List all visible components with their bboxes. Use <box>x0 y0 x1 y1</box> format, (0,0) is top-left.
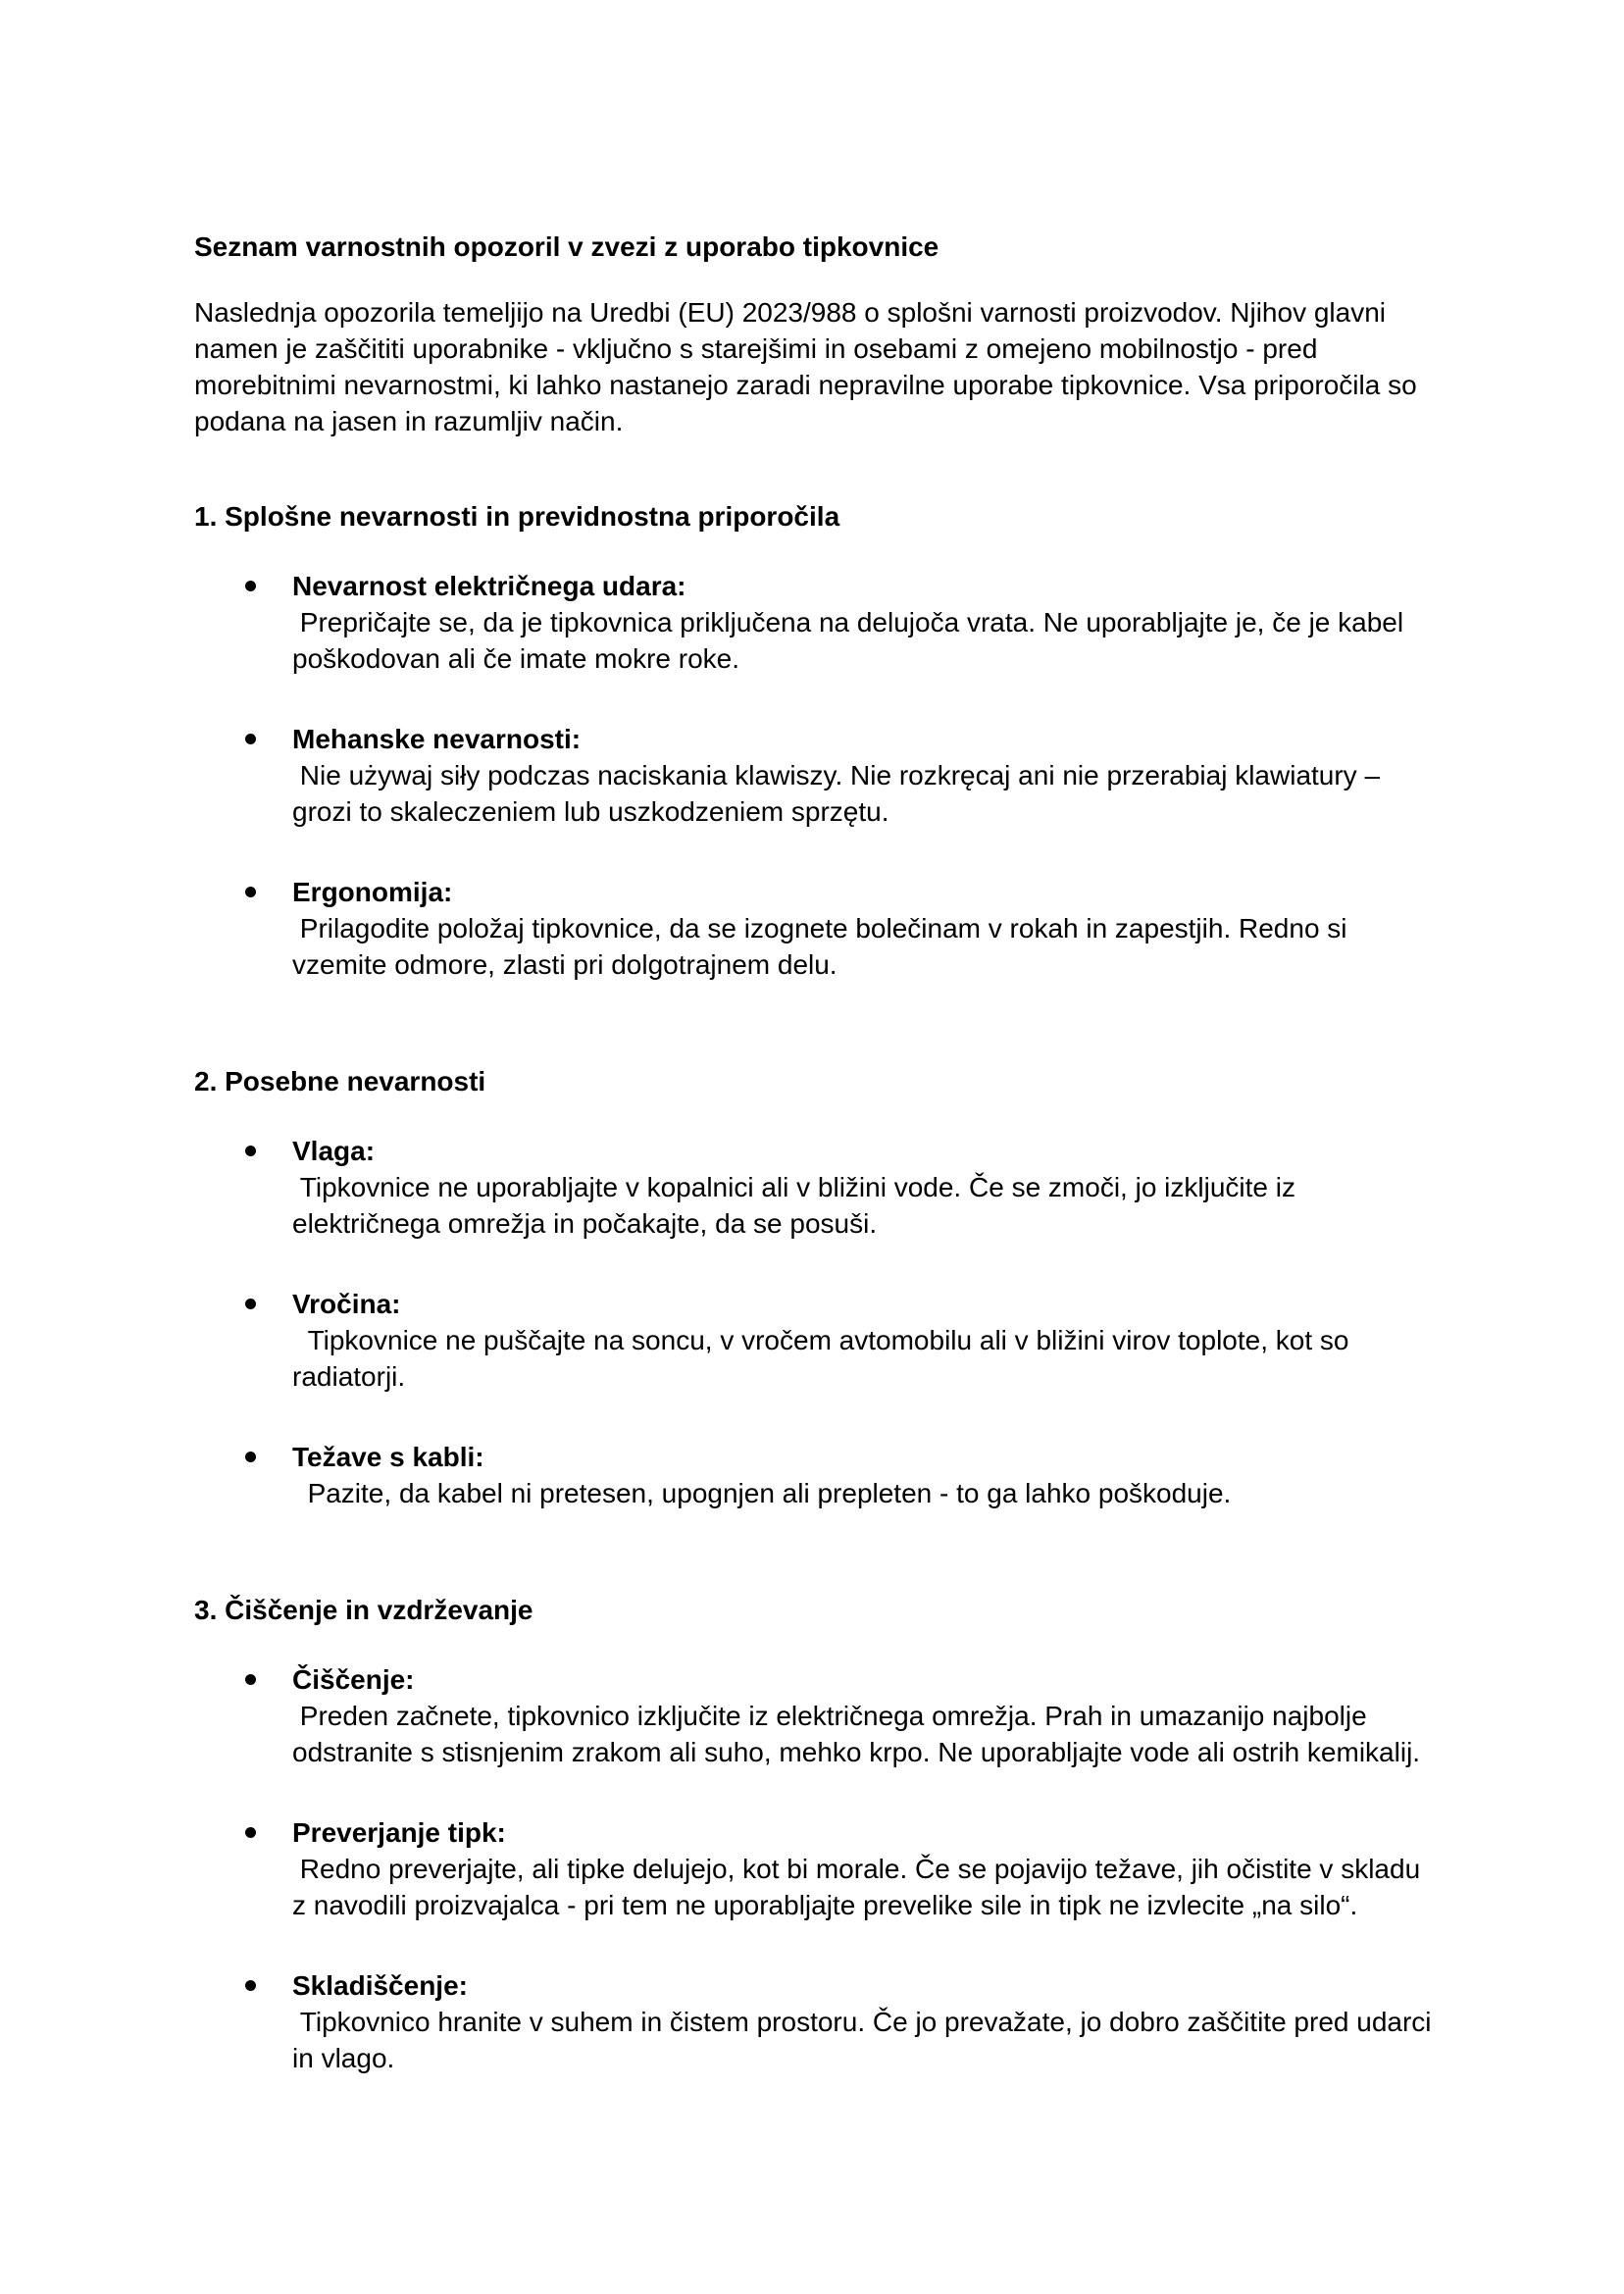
section-special-hazards <box>194 1063 1432 1511</box>
section-heading: 1. Splošne nevarnosti in previdnostna priporočila <box>194 501 840 532</box>
bullet-icon <box>245 1674 256 1685</box>
bullet-icon <box>245 1980 256 1991</box>
list-item <box>194 1814 1432 1923</box>
list-item-label: Nevarnost električnega udara: <box>292 571 686 601</box>
list-item <box>194 1967 1440 2076</box>
bullet-icon <box>245 1827 256 1838</box>
list-item-text: Tipkovnico hranite v suhem in čistem prostoru. Če jo prevažate, jo dobro zaščitite pred udarci in vlago. <box>292 2007 1440 2073</box>
bullet-icon <box>245 734 256 744</box>
list-item-text: Preden začnete, tipkovnico izključite iz električnega omrežja. Prah in umazanijo najbolje odstranite s stisnjenim zrakom ali suho, mehko krpo. Ne uporabljajte vode ali ostrih kemikalij. <box>292 1701 1421 1767</box>
list-item <box>194 1661 1432 1770</box>
warning-list <box>194 1133 1432 1511</box>
list-item <box>194 721 1432 830</box>
list-item-label: Težave s kabli: <box>292 1442 484 1472</box>
list-item <box>194 874 1432 983</box>
list-item-label: Skladiščenje: <box>292 1970 468 2001</box>
bullet-icon <box>245 1299 256 1309</box>
section-general-hazards <box>194 498 1432 983</box>
list-item <box>194 1133 1432 1242</box>
list-item-label: Mehanske nevarnosti: <box>292 724 582 754</box>
bullet-icon <box>245 1452 256 1462</box>
list-item-text: Prilagodite položaj tipkovnice, da se izognete bolečinam v rokah in zapestjih. Redno si vzemite odmore, zlasti pri dolgotrajnem delu. <box>292 913 1355 980</box>
list-item-text: Nie używaj siły podczas naciskania klawiszy. Nie rozkręcaj ani nie przerabiaj klawiatury – grozi to skaleczeniem lub uszkodzeniem sprzętu. <box>292 760 1388 827</box>
list-item-text: Pazite, da kabel ni pretesen, upognjen ali prepleten - to ga lahko poškoduje. <box>292 1478 1232 1508</box>
warning-list <box>194 568 1432 983</box>
section-heading: 2. Posebne nevarnosti <box>194 1066 486 1096</box>
intro-paragraph: Naslednja opozorila temeljijo na Uredbi (EU) 2023/988 o splošni varnosti proizvodov. Njihov glavni namen je zaščititi uporabnike - vključno s starejšimi in osebami z omejeno mobilnostjo - pred morebitnimi nevarnostmi, ki lahko nastanejo zaradi nepravilne uporabe tipkovnice. Vsa priporočila so podana na jasen in razumljiv način. <box>194 297 1425 436</box>
list-item-label: Vročina: <box>292 1289 401 1319</box>
list-item-text: Redno preverjajte, ali tipke delujejo, kot bi morale. Če se pojavijo težave, jih očistite v skladu z navodili proizvajalca - pri tem ne uporabljajte prevelike sile in tipk ne izvlecite „na silo“. <box>292 1854 1428 1920</box>
warning-list <box>194 1661 1440 2076</box>
list-item-text: Prepričajte se, da je tipkovnica priključena na delujoča vrata. Ne uporabljajte je, če je kabel poškodovan ali če imate mokre roke. <box>292 607 1411 674</box>
list-item <box>194 1286 1432 1395</box>
list-item-label: Čiščenje: <box>292 1664 415 1695</box>
bullet-icon <box>245 887 256 897</box>
list-item-label: Ergonomija: <box>292 877 453 907</box>
list-item-text: Tipkovnice ne puščajte na soncu, v vročem avtomobilu ali v bližini virov toplote, kot so radiatorji. <box>292 1325 1357 1392</box>
page-title: Seznam varnostnih opozoril v zvezi z uporabo tipkovnice <box>194 231 939 262</box>
list-item-label: Preverjanje tipk: <box>292 1817 506 1848</box>
list-item <box>194 568 1432 677</box>
list-item-text: Tipkovnice ne uporabljajte v kopalnici ali v bližini vode. Če se zmoči, jo izključite iz električnega omrežja in počakajte, da se posuši. <box>292 1172 1303 1239</box>
section-cleaning-maintenance <box>194 1592 1440 2076</box>
bullet-icon <box>245 581 256 591</box>
list-item <box>194 1439 1432 1511</box>
list-item-label: Vlaga: <box>292 1136 376 1166</box>
bullet-icon <box>245 1146 256 1156</box>
section-heading: 3. Čiščenje in vzdrževanje <box>194 1595 533 1625</box>
